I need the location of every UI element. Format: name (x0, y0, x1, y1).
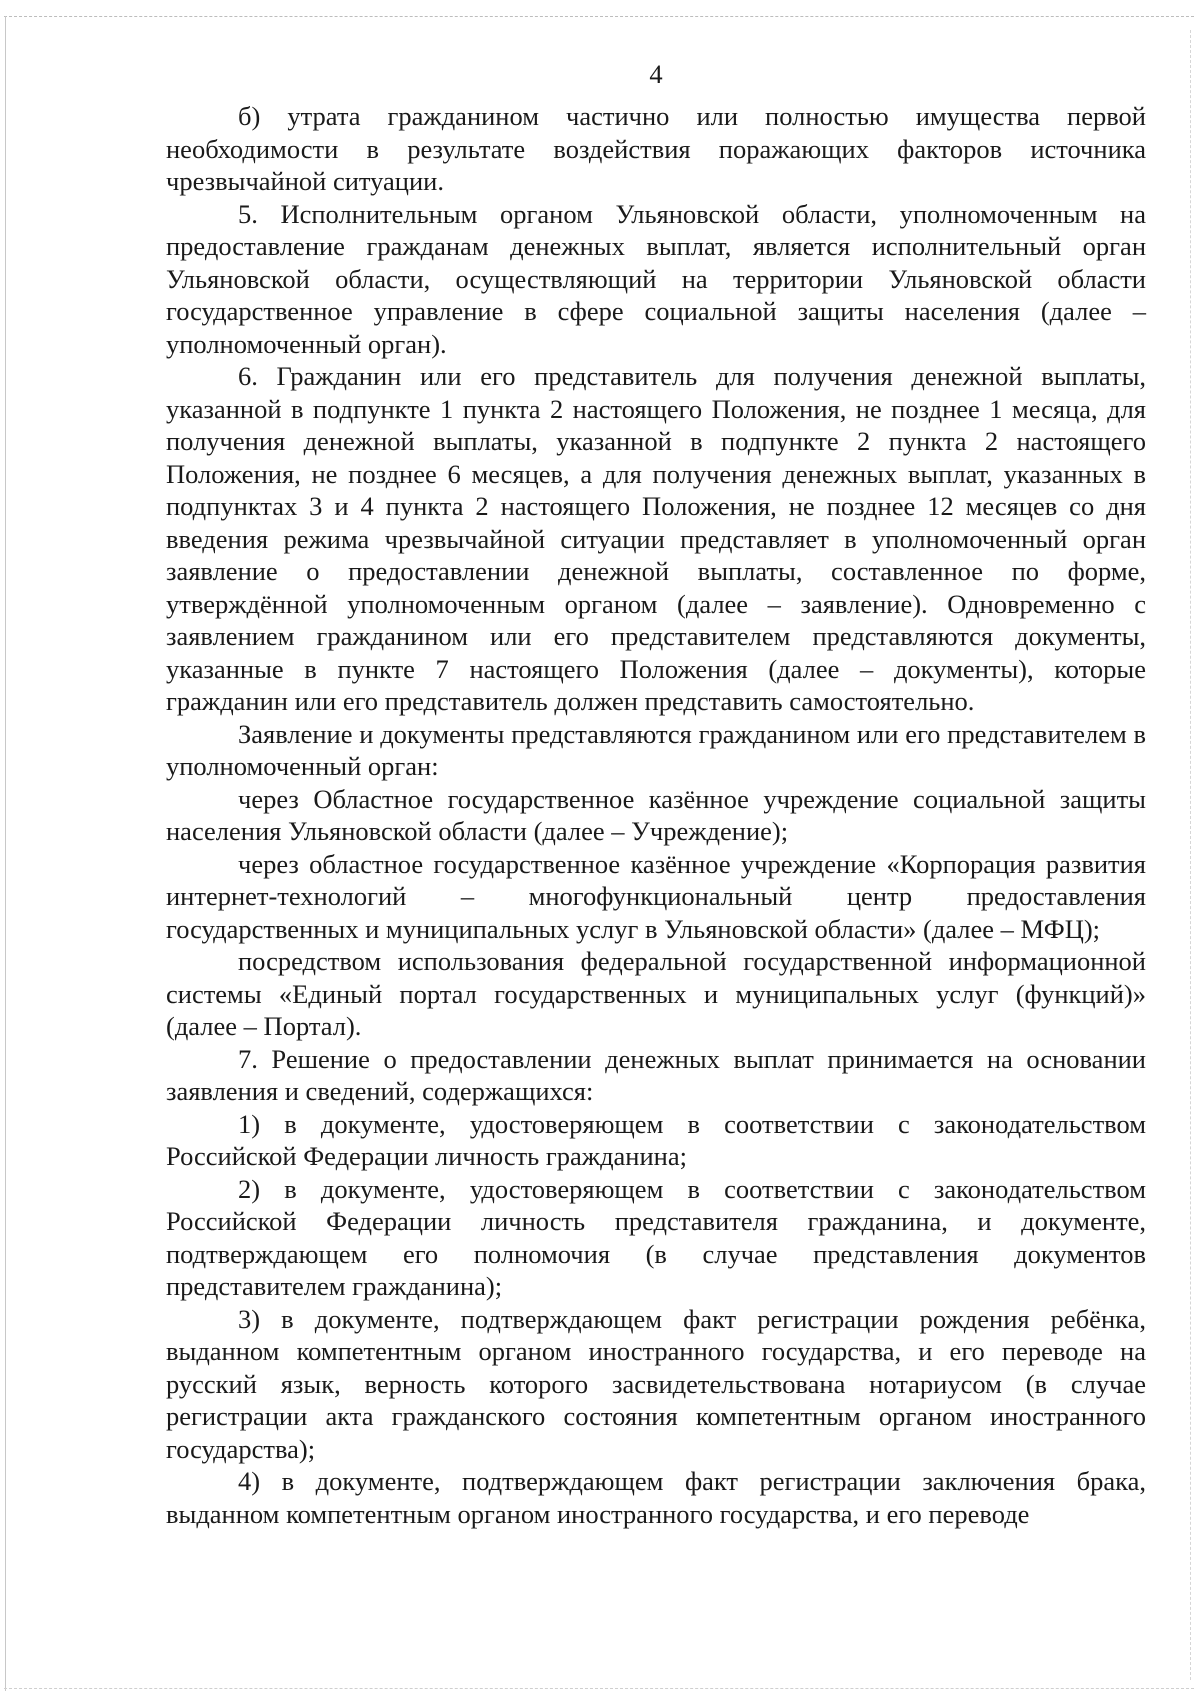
paragraph-7-item-1: 1) в документе, удостоверяющем в соответствии с законодательством Российской Федерации личность гражданина; (166, 1108, 1146, 1171)
paragraph-7-item-4: 4) в документе, подтверждающем факт регистрации заключения брака, выданном компетентным органом иностранного государства, и его переводе (166, 1466, 1146, 1529)
scan-edge-left (5, 16, 6, 1691)
document-page (166, 58, 1146, 1530)
scan-edge-right (1190, 30, 1191, 1680)
paragraph-7: 7. Решение о предоставлении денежных выплат принимается на основании заявления и сведений, содержащихся: (166, 1043, 1146, 1106)
page-number: 4 (649, 59, 663, 89)
paragraph-7-item-2: 2) в документе, удостоверяющем в соответствии с законодательством Российской Федерации личность представителя гражданина, и документе, подтверждающем его полномочия (в случае представления документов представителем гражданина); (166, 1173, 1146, 1301)
paragraph-6: 6. Гражданин или его представитель для получения денежной выплаты, указанной в подпункте 1 пункта 2 настоящего Положения, не позднее 1 месяца, для получения денежной выплаты, указанной в подпункте 2 пункта 2 настоящего Положения, не позднее 6 месяцев, а для получения денежных выплат, указанных в подпунктах 3 и 4 пункта 2 настоящего Положения, не позднее 12 месяцев со дня введения режима чрезвычайной ситуации представляет в уполномоченный орган заявление о предоставлении денежной выплаты, составленное по форме, утверждённой уполномоченным органом (далее – заявление). Одновременно с заявлением гражданином или его представителем представляются документы, указанные в пункте 7 настоящего Положения (далее – документы), которые гражданин или его представитель должен представить самостоятельно. (166, 361, 1146, 716)
paragraph-6-submission: Заявление и документы представляются гражданином или его представителем в уполномоченный орган: (166, 718, 1146, 781)
scan-edge-top (4, 16, 1194, 17)
paragraph-4b: б) утрата гражданином частично или полностью имущества первой необходимости в результате воздействия поражающих факторов источника чрезвычайной ситуации. (166, 101, 1146, 196)
paragraph-5: 5. Исполнительным органом Ульяновской области, уполномоченным на предоставление гражданам денежных выплат, является исполнительный орган Ульяновской области, осуществляющий на территории Ульяновской области государственное управление в сфере социальной защиты населения (далее – уполномоченный орган). (166, 198, 1146, 359)
paragraph-6-option-mfc: через областное государственное казённое учреждение «Корпорация развития интернет-технологий – многофункциональный центр предоставления государственных и муниципальных услуг в Ульяновской области» (далее – МФЦ); (166, 848, 1146, 944)
scan-edge-bottom (4, 1688, 1194, 1689)
paragraph-7-item-3: 3) в документе, подтверждающем факт регистрации рождения ребёнка, выданном компетентным органом иностранного государства, и его переводе на русский язык, верность которого засвидетельствована нотариусом (в случае регистрации акта гражданского состояния компетентным органом иностранного государства); (166, 1303, 1146, 1464)
paragraph-6-option-institution: через Областное государственное казённое учреждение социальной защиты населения Ульяновской области (далее – Учреждение); (166, 783, 1146, 846)
paragraph-6-option-portal: посредством использования федеральной государственной информационной системы «Единый портал государственных и муниципальных услуг (функций)» (далее – Портал). (166, 946, 1146, 1041)
